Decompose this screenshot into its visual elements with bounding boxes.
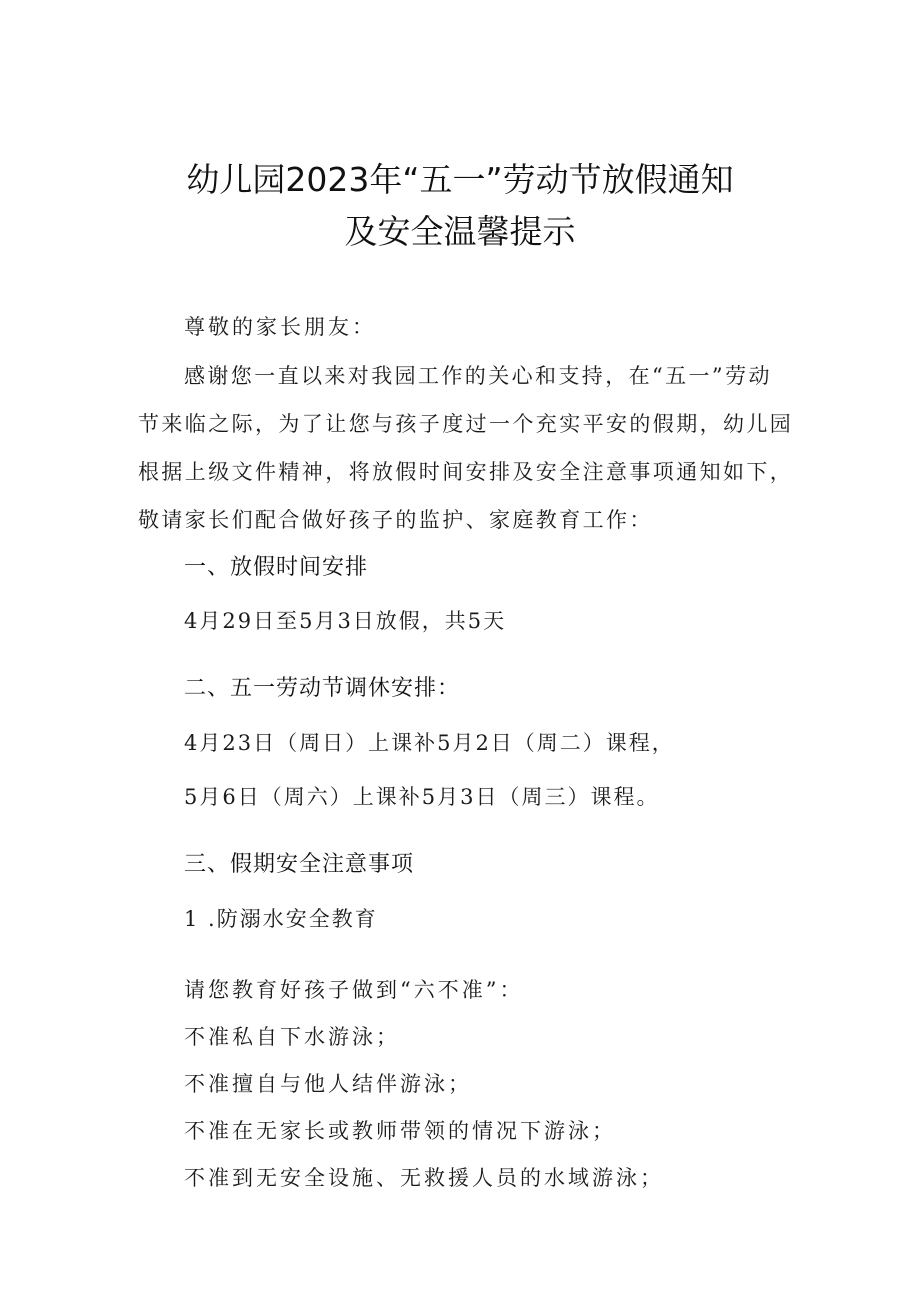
intro-paragraph-line: 感谢您一直以来对我园工作的关心和支持，在“五一”劳动 [184,364,772,388]
six-rules-lead: 请您教育好孩子做到“六不准”： [184,978,524,1002]
intro-paragraph-line: 根据上级文件精神，将放假时间安排及安全注意事项通知如下， [138,460,794,484]
safety-rule: 不准在无家长或教师带领的情况下游泳； [184,1119,616,1143]
section-1-heading: 一、放假时间安排 [184,555,369,580]
makeup-class-line: 4月23日（周日）上课补5月2日（周二）课程， [184,731,675,755]
greeting: 尊敬的家长朋友： [184,315,376,339]
holiday-dates: 4月29日至5月3日放假，共5天 [184,609,507,633]
safety-rule: 不准到无安全设施、无救援人员的水域游泳； [184,1166,664,1190]
document-title-line-2: 及安全温馨提示 [344,212,576,251]
document-title-line-1: 幼儿园2023年“五一”劳动节放假通知 [186,160,734,199]
makeup-class-line: 5月6日（周六）上课补5月3日（周三）课程。 [184,785,660,809]
subsection-drowning-prevention: 1 .防溺水安全教育 [184,907,378,931]
safety-rule: 不准私自下水游泳； [184,1025,400,1049]
safety-rule: 不准擅自与他人结伴游泳； [184,1072,472,1096]
section-2-heading: 二、五一劳动节调休安排： [184,676,461,701]
intro-paragraph-line: 敬请家长们配合做好孩子的监护、家庭教育工作： [138,508,653,532]
intro-paragraph-line: 节来临之际，为了让您与孩子度过一个充实平安的假期，幼儿园 [138,412,794,436]
section-3-heading: 三、假期安全注意事项 [184,852,415,877]
